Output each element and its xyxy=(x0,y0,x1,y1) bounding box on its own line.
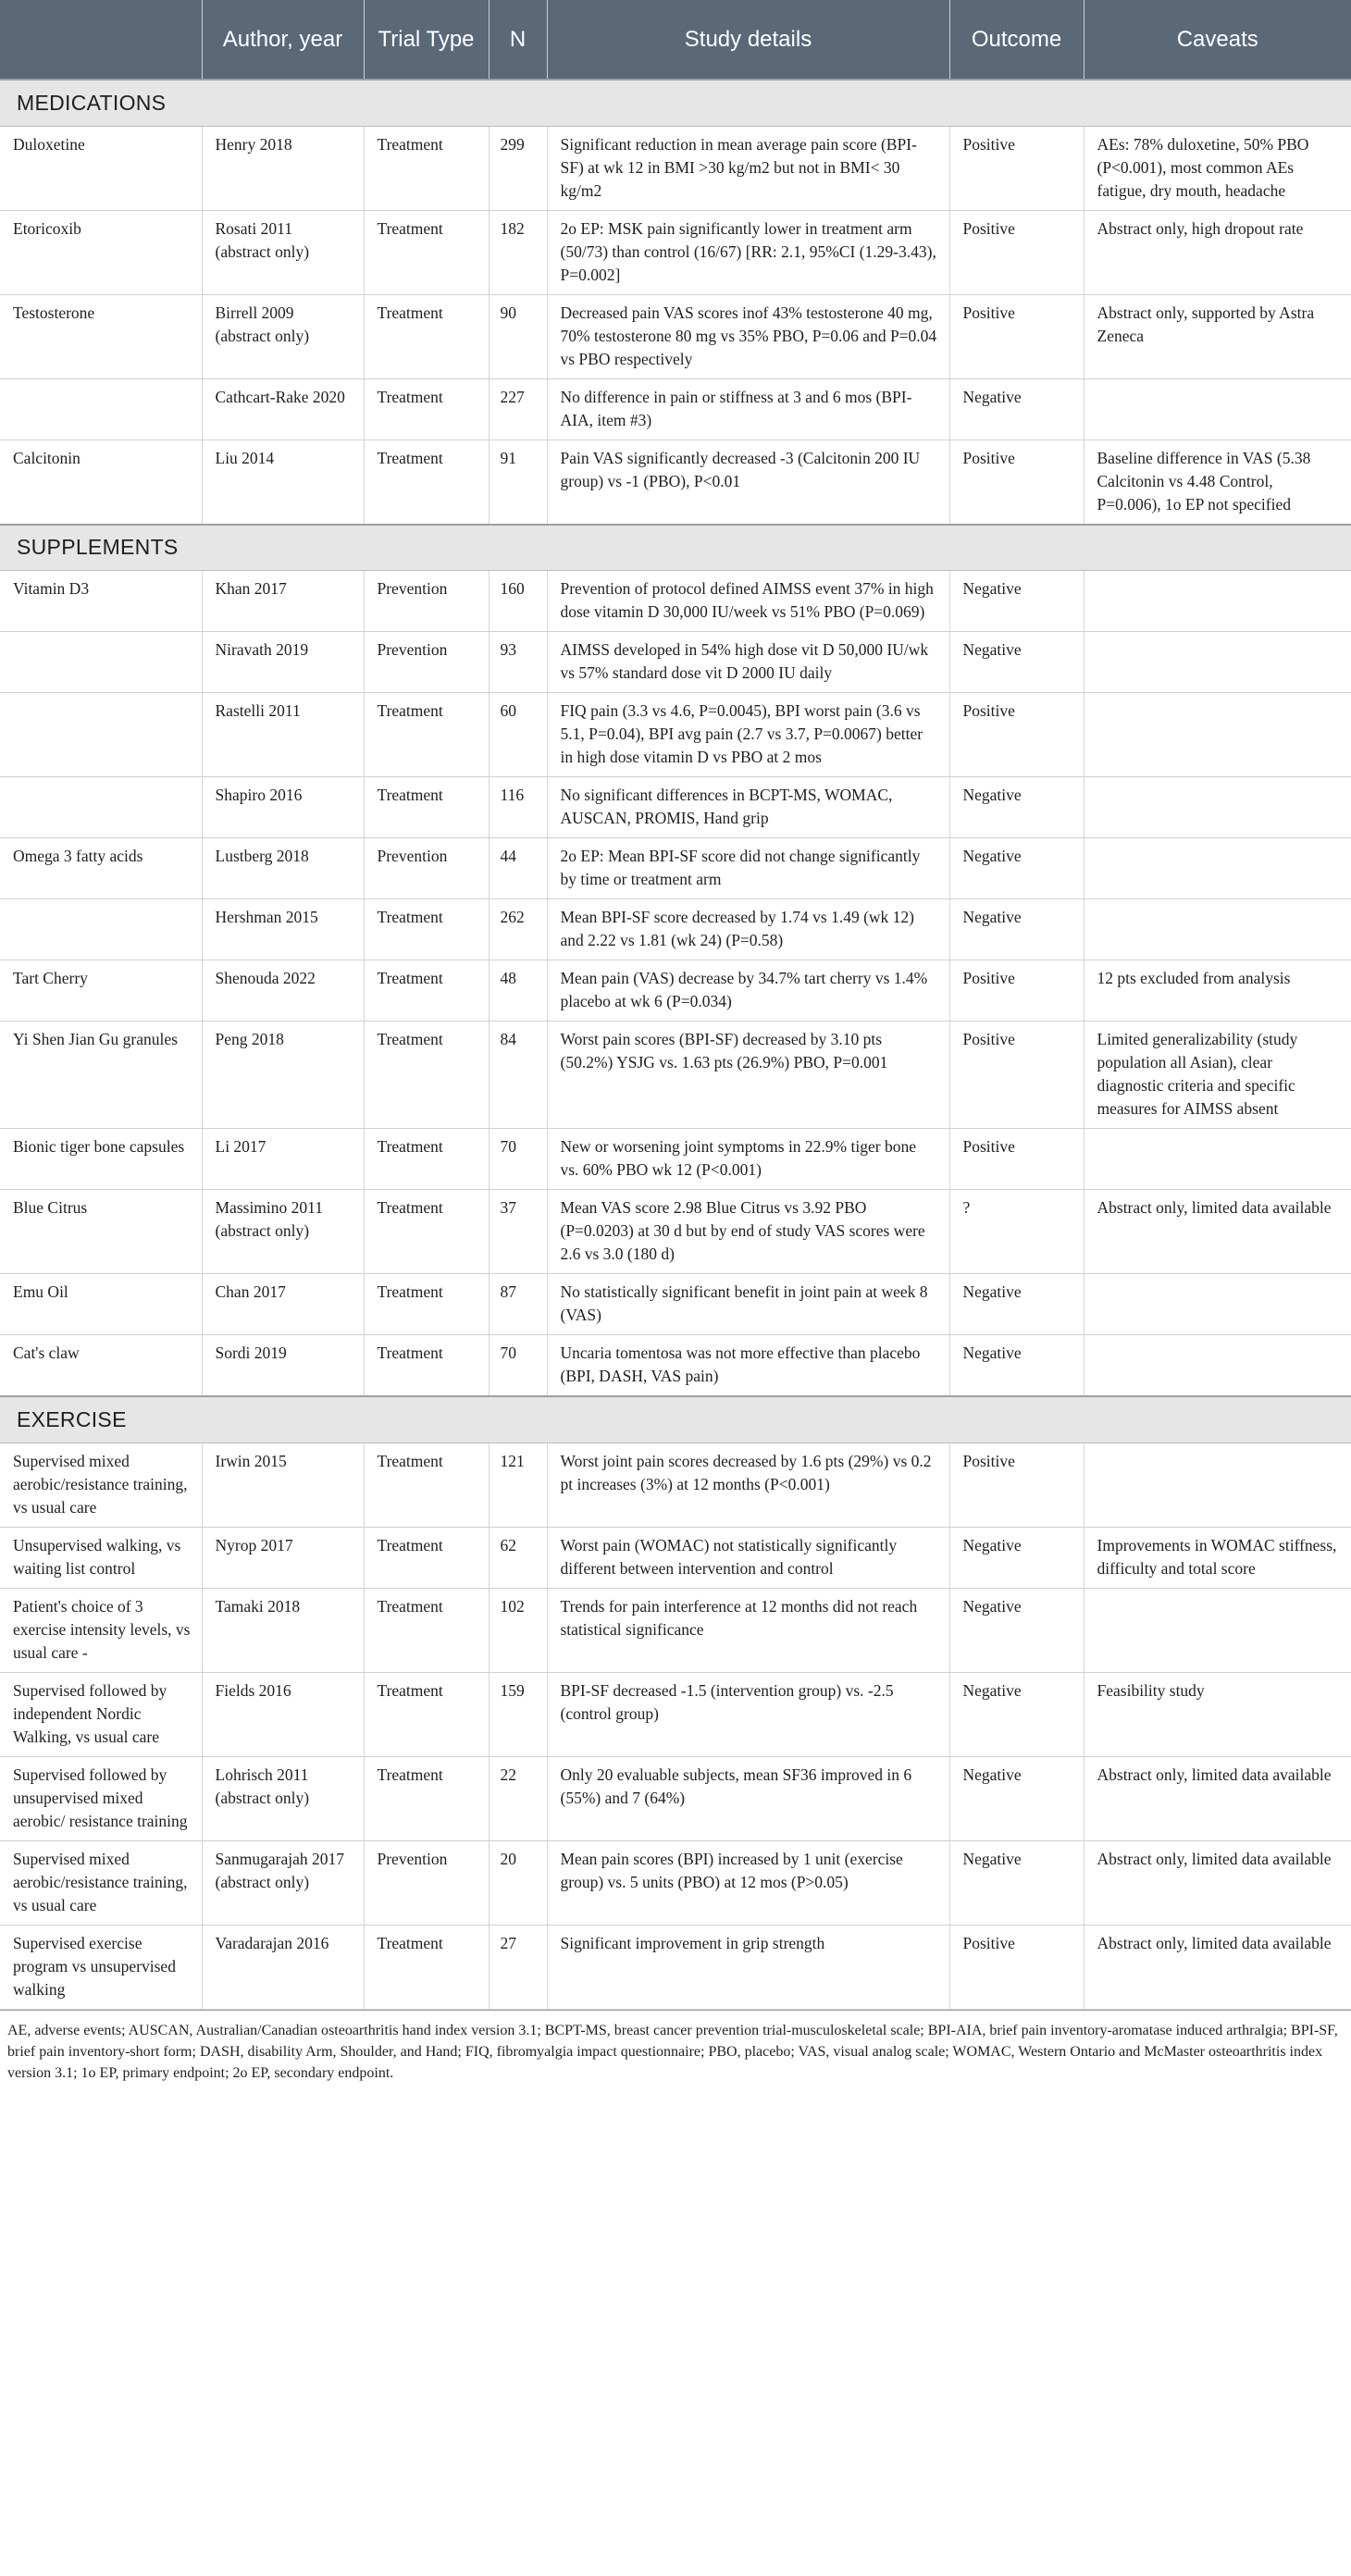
cell-trial-type: Treatment xyxy=(364,1588,489,1672)
cell-trial-type: Treatment xyxy=(364,1756,489,1840)
cell-intervention: Tart Cherry xyxy=(0,960,202,1022)
cell-intervention: Calcitonin xyxy=(0,440,202,525)
table-row xyxy=(0,440,1351,525)
cell-study-details: Pain VAS significantly decreased -3 (Calcitonin 200 IU group) vs -1 (PBO), P<0.01 xyxy=(547,440,949,525)
header-row xyxy=(0,0,1351,80)
cell-trial-type: Prevention xyxy=(364,1840,489,1925)
cell-caveats xyxy=(1084,838,1351,899)
cell-outcome: ? xyxy=(949,1190,1084,1274)
cell-outcome: Negative xyxy=(949,838,1084,899)
cell-caveats: Limited generalizability (study population all Asian), clear diagnostic criteria and specific measures for AIMSS absent xyxy=(1084,1022,1351,1129)
cell-trial-type: Treatment xyxy=(364,1672,489,1756)
cell-author-year: Khan 2017 xyxy=(202,571,364,632)
cell-study-details: No difference in pain or stiffness at 3 and 6 mos (BPI-AIA, item #3) xyxy=(547,378,949,440)
cell-intervention: Supervised mixed aerobic/resistance training, vs usual care xyxy=(0,1443,202,1527)
cell-author-year: Chan 2017 xyxy=(202,1274,364,1335)
table-row xyxy=(0,1840,1351,1925)
cell-caveats xyxy=(1084,899,1351,960)
cell-study-details: BPI-SF decreased -1.5 (intervention group) vs. -2.5 (control group) xyxy=(547,1672,949,1756)
cell-trial-type: Treatment xyxy=(364,693,489,777)
table-row xyxy=(0,1022,1351,1129)
table-row xyxy=(0,1443,1351,1527)
cell-study-details: 2o EP: MSK pain significantly lower in treatment arm (50/73) than control (16/67) [RR: 2.1, 95%CI (1.29-3.43), P=0.002] xyxy=(547,210,949,294)
cell-n: 44 xyxy=(489,838,547,899)
table-row xyxy=(0,1274,1351,1335)
cell-author-year: Sanmugarajah 2017 (abstract only) xyxy=(202,1840,364,1925)
cell-intervention xyxy=(0,693,202,777)
cell-trial-type: Prevention xyxy=(364,571,489,632)
cell-author-year: Birrell 2009 (abstract only) xyxy=(202,294,364,378)
cell-intervention: Omega 3 fatty acids xyxy=(0,838,202,899)
cell-study-details: Worst pain scores (BPI-SF) decreased by 3.10 pts (50.2%) YSJG vs. 1.63 pts (26.9%) PBO, P=0.001 xyxy=(547,1022,949,1129)
cell-intervention: Blue Citrus xyxy=(0,1190,202,1274)
cell-caveats xyxy=(1084,1335,1351,1397)
cell-author-year: Fields 2016 xyxy=(202,1672,364,1756)
cell-caveats: Abstract only, limited data available xyxy=(1084,1840,1351,1925)
cell-outcome: Positive xyxy=(949,1443,1084,1527)
section-header-row xyxy=(0,525,1351,571)
header-intervention xyxy=(0,0,202,80)
table-row xyxy=(0,210,1351,294)
table-row xyxy=(0,1672,1351,1756)
cell-intervention xyxy=(0,632,202,693)
cell-author-year: Henry 2018 xyxy=(202,126,364,210)
cell-study-details: New or worsening joint symptoms in 22.9% tiger bone vs. 60% PBO wk 12 (P<0.001) xyxy=(547,1129,949,1190)
cell-caveats: Abstract only, limited data available xyxy=(1084,1925,1351,2009)
cell-study-details: Trends for pain interference at 12 months did not reach statistical significance xyxy=(547,1588,949,1672)
cell-caveats: Feasibility study xyxy=(1084,1672,1351,1756)
cell-n: 48 xyxy=(489,960,547,1022)
cell-author-year: Rosati 2011 (abstract only) xyxy=(202,210,364,294)
header-caveats: Caveats xyxy=(1084,0,1351,80)
table-header xyxy=(0,0,1351,80)
cell-n: 84 xyxy=(489,1022,547,1129)
cell-caveats xyxy=(1084,693,1351,777)
cell-n: 90 xyxy=(489,294,547,378)
cell-study-details: No statistically significant benefit in joint pain at week 8 (VAS) xyxy=(547,1274,949,1335)
cell-trial-type: Prevention xyxy=(364,632,489,693)
cell-trial-type: Treatment xyxy=(364,294,489,378)
cell-author-year: Nyrop 2017 xyxy=(202,1527,364,1588)
cell-author-year: Lustberg 2018 xyxy=(202,838,364,899)
cell-trial-type: Prevention xyxy=(364,838,489,899)
cell-outcome: Negative xyxy=(949,632,1084,693)
cell-intervention: Supervised exercise program vs unsupervised walking xyxy=(0,1925,202,2009)
cell-caveats xyxy=(1084,1129,1351,1190)
cell-study-details: Prevention of protocol defined AIMSS event 37% in high dose vitamin D 30,000 IU/week vs 51% PBO (P=0.069) xyxy=(547,571,949,632)
section-header-row xyxy=(0,80,1351,126)
cell-n: 262 xyxy=(489,899,547,960)
cell-author-year: Shenouda 2022 xyxy=(202,960,364,1022)
cell-trial-type: Treatment xyxy=(364,777,489,838)
cell-n: 87 xyxy=(489,1274,547,1335)
table-row xyxy=(0,571,1351,632)
cell-intervention: Supervised followed by independent Nordic Walking, vs usual care xyxy=(0,1672,202,1756)
cell-outcome: Negative xyxy=(949,1335,1084,1397)
cell-trial-type: Treatment xyxy=(364,1925,489,2009)
cell-trial-type: Treatment xyxy=(364,899,489,960)
cell-trial-type: Treatment xyxy=(364,378,489,440)
section-title: EXERCISE xyxy=(0,1396,1351,1443)
cell-n: 299 xyxy=(489,126,547,210)
cell-n: 37 xyxy=(489,1190,547,1274)
cell-caveats xyxy=(1084,1443,1351,1527)
table-row xyxy=(0,693,1351,777)
cell-author-year: Liu 2014 xyxy=(202,440,364,525)
cell-author-year: Li 2017 xyxy=(202,1129,364,1190)
table-row xyxy=(0,899,1351,960)
cell-trial-type: Treatment xyxy=(364,1129,489,1190)
cell-outcome: Positive xyxy=(949,294,1084,378)
cell-author-year: Tamaki 2018 xyxy=(202,1588,364,1672)
cell-intervention xyxy=(0,378,202,440)
cell-study-details: Worst pain (WOMAC) not statistically significantly different between intervention and control xyxy=(547,1527,949,1588)
cell-caveats: Abstract only, high dropout rate xyxy=(1084,210,1351,294)
header-outcome: Outcome xyxy=(949,0,1084,80)
cell-author-year: Peng 2018 xyxy=(202,1022,364,1129)
cell-n: 62 xyxy=(489,1527,547,1588)
cell-outcome: Negative xyxy=(949,1840,1084,1925)
table-row xyxy=(0,1756,1351,1840)
cell-caveats xyxy=(1084,571,1351,632)
header-n: N xyxy=(489,0,547,80)
cell-caveats: AEs: 78% duloxetine, 50% PBO (P<0.001), most common AEs fatigue, dry mouth, headache xyxy=(1084,126,1351,210)
cell-n: 182 xyxy=(489,210,547,294)
table-row xyxy=(0,1190,1351,1274)
cell-trial-type: Treatment xyxy=(364,960,489,1022)
cell-study-details: No significant differences in BCPT-MS, WOMAC, AUSCAN, PROMIS, Hand grip xyxy=(547,777,949,838)
cell-outcome: Negative xyxy=(949,1672,1084,1756)
cell-study-details: Significant reduction in mean average pain score (BPI-SF) at wk 12 in BMI >30 kg/m2 but not in BMI< 30 kg/m2 xyxy=(547,126,949,210)
cell-n: 227 xyxy=(489,378,547,440)
cell-intervention: Testosterone xyxy=(0,294,202,378)
cell-trial-type: Treatment xyxy=(364,126,489,210)
cell-intervention: Emu Oil xyxy=(0,1274,202,1335)
table-row xyxy=(0,632,1351,693)
cell-author-year: Rastelli 2011 xyxy=(202,693,364,777)
cell-outcome: Negative xyxy=(949,1527,1084,1588)
cell-caveats xyxy=(1084,1588,1351,1672)
cell-outcome: Positive xyxy=(949,126,1084,210)
cell-outcome: Negative xyxy=(949,777,1084,838)
table-row xyxy=(0,1335,1351,1397)
table-row xyxy=(0,1129,1351,1190)
cell-n: 20 xyxy=(489,1840,547,1925)
header-author-year: Author, year xyxy=(202,0,364,80)
cell-study-details: Only 20 evaluable subjects, mean SF36 improved in 6 (55%) and 7 (64%) xyxy=(547,1756,949,1840)
header-trial-type: Trial Type xyxy=(364,0,489,80)
cell-study-details: Mean pain scores (BPI) increased by 1 unit (exercise group) vs. 5 units (PBO) at 12 mos (P>0.05) xyxy=(547,1840,949,1925)
cell-outcome: Positive xyxy=(949,960,1084,1022)
cell-caveats: Abstract only, supported by Astra Zeneca xyxy=(1084,294,1351,378)
table-row xyxy=(0,378,1351,440)
cell-intervention: Supervised mixed aerobic/resistance training, vs usual care xyxy=(0,1840,202,1925)
cell-intervention: Yi Shen Jian Gu granules xyxy=(0,1022,202,1129)
cell-outcome: Negative xyxy=(949,1756,1084,1840)
table-row xyxy=(0,838,1351,899)
cell-n: 22 xyxy=(489,1756,547,1840)
cell-intervention: Cat's claw xyxy=(0,1335,202,1397)
cell-outcome: Negative xyxy=(949,1274,1084,1335)
cell-trial-type: Treatment xyxy=(364,1335,489,1397)
cell-n: 27 xyxy=(489,1925,547,2009)
cell-caveats: Baseline difference in VAS (5.38 Calcitonin vs 4.48 Control, P=0.006), 1o EP not specified xyxy=(1084,440,1351,525)
cell-study-details: Decreased pain VAS scores inof 43% testosterone 40 mg, 70% testosterone 80 mg vs 35% PBO, P=0.06 and P=0.04 vs PBO respectively xyxy=(547,294,949,378)
table-row xyxy=(0,1527,1351,1588)
cell-author-year: Lohrisch 2011 (abstract only) xyxy=(202,1756,364,1840)
cell-outcome: Positive xyxy=(949,693,1084,777)
cell-study-details: Uncaria tomentosa was not more effective than placebo (BPI, DASH, VAS pain) xyxy=(547,1335,949,1397)
cell-caveats xyxy=(1084,1274,1351,1335)
cell-trial-type: Treatment xyxy=(364,1443,489,1527)
cell-outcome: Positive xyxy=(949,210,1084,294)
cell-n: 102 xyxy=(489,1588,547,1672)
cell-n: 93 xyxy=(489,632,547,693)
cell-n: 121 xyxy=(489,1443,547,1527)
cell-trial-type: Treatment xyxy=(364,1190,489,1274)
table-row xyxy=(0,777,1351,838)
header-study-details: Study details xyxy=(547,0,949,80)
cell-intervention xyxy=(0,899,202,960)
section-header-row xyxy=(0,1396,1351,1443)
cell-n: 70 xyxy=(489,1129,547,1190)
table-row xyxy=(0,1588,1351,1672)
cell-outcome: Negative xyxy=(949,899,1084,960)
cell-intervention: Patient's choice of 3 exercise intensity levels, vs usual care - xyxy=(0,1588,202,1672)
cell-intervention: Etoricoxib xyxy=(0,210,202,294)
cell-outcome: Negative xyxy=(949,378,1084,440)
cell-intervention: Unsupervised walking, vs waiting list control xyxy=(0,1527,202,1588)
cell-caveats: Abstract only, limited data available xyxy=(1084,1190,1351,1274)
cell-intervention: Bionic tiger bone capsules xyxy=(0,1129,202,1190)
cell-caveats xyxy=(1084,378,1351,440)
section-title: SUPPLEMENTS xyxy=(0,525,1351,571)
cell-n: 91 xyxy=(489,440,547,525)
cell-outcome: Negative xyxy=(949,1588,1084,1672)
cell-study-details: FIQ pain (3.3 vs 4.6, P=0.0045), BPI worst pain (3.6 vs 5.1, P=0.04), BPI avg pain (2.7 vs 3.7, P=0.0067) better in high dose vitamin D vs PBO at 2 mos xyxy=(547,693,949,777)
cell-author-year: Varadarajan 2016 xyxy=(202,1925,364,2009)
cell-trial-type: Treatment xyxy=(364,1527,489,1588)
table-footnote: AE, adverse events; AUSCAN, Australian/Canadian osteoarthritis hand index version 3.1; BCPT-MS, breast cancer prevention trial-musculoskeletal scale; BPI-AIA, brief pain inventory-aromatase induced arthralgia; BPI-SF, brief pain inventory-short form; DASH, disability Arm, Shoulder, and Hand; FIQ, fibromyalgia impact questionnaire; PBO, placebo; VAS, visual analog scale; WOMAC, Western Ontario and McMaster osteoarthritis index version 3.1; 1o EP, primary endpoint; 2o EP, secondary endpoint. xyxy=(0,2010,1351,2084)
table-row xyxy=(0,126,1351,210)
cell-intervention: Vitamin D3 xyxy=(0,571,202,632)
cell-author-year: Irwin 2015 xyxy=(202,1443,364,1527)
table-row xyxy=(0,294,1351,378)
cell-study-details: Worst joint pain scores decreased by 1.6 pts (29%) vs 0.2 pt increases (3%) at 12 months (P<0.001) xyxy=(547,1443,949,1527)
table-body xyxy=(0,80,1351,2009)
cell-n: 159 xyxy=(489,1672,547,1756)
cell-n: 70 xyxy=(489,1335,547,1397)
cell-caveats: 12 pts excluded from analysis xyxy=(1084,960,1351,1022)
cell-caveats: Abstract only, limited data available xyxy=(1084,1756,1351,1840)
cell-trial-type: Treatment xyxy=(364,1022,489,1129)
cell-author-year: Hershman 2015 xyxy=(202,899,364,960)
cell-outcome: Positive xyxy=(949,1925,1084,2009)
cell-study-details: Significant improvement in grip strength xyxy=(547,1925,949,2009)
table-row xyxy=(0,1925,1351,2009)
cell-study-details: Mean pain (VAS) decrease by 34.7% tart cherry vs 1.4% placebo at wk 6 (P=0.034) xyxy=(547,960,949,1022)
cell-n: 160 xyxy=(489,571,547,632)
section-title: MEDICATIONS xyxy=(0,80,1351,126)
cell-caveats xyxy=(1084,632,1351,693)
cell-outcome: Positive xyxy=(949,440,1084,525)
cell-outcome: Positive xyxy=(949,1129,1084,1190)
cell-trial-type: Treatment xyxy=(364,440,489,525)
cell-outcome: Positive xyxy=(949,1022,1084,1129)
cell-study-details: AIMSS developed in 54% high dose vit D 50,000 IU/wk vs 57% standard dose vit D 2000 IU daily xyxy=(547,632,949,693)
cell-study-details: 2o EP: Mean BPI-SF score did not change significantly by time or treatment arm xyxy=(547,838,949,899)
cell-caveats: Improvements in WOMAC stiffness, difficulty and total score xyxy=(1084,1527,1351,1588)
cell-intervention xyxy=(0,777,202,838)
cell-study-details: Mean VAS score 2.98 Blue Citrus vs 3.92 PBO (P=0.0203) at 30 d but by end of study VAS scores were 2.6 vs 3.0 (180 d) xyxy=(547,1190,949,1274)
cell-trial-type: Treatment xyxy=(364,1274,489,1335)
cell-author-year: Cathcart-Rake 2020 xyxy=(202,378,364,440)
cell-caveats xyxy=(1084,777,1351,838)
table-row xyxy=(0,960,1351,1022)
cell-author-year: Sordi 2019 xyxy=(202,1335,364,1397)
cell-study-details: Mean BPI-SF score decreased by 1.74 vs 1.49 (wk 12) and 2.22 vs 1.81 (wk 24) (P=0.58) xyxy=(547,899,949,960)
cell-author-year: Niravath 2019 xyxy=(202,632,364,693)
cell-n: 60 xyxy=(489,693,547,777)
cell-n: 116 xyxy=(489,777,547,838)
cell-intervention: Duloxetine xyxy=(0,126,202,210)
cell-author-year: Shapiro 2016 xyxy=(202,777,364,838)
cell-outcome: Negative xyxy=(949,571,1084,632)
cell-intervention: Supervised followed by unsupervised mixed aerobic/ resistance training xyxy=(0,1756,202,1840)
cell-trial-type: Treatment xyxy=(364,210,489,294)
cell-author-year: Massimino 2011 (abstract only) xyxy=(202,1190,364,1274)
